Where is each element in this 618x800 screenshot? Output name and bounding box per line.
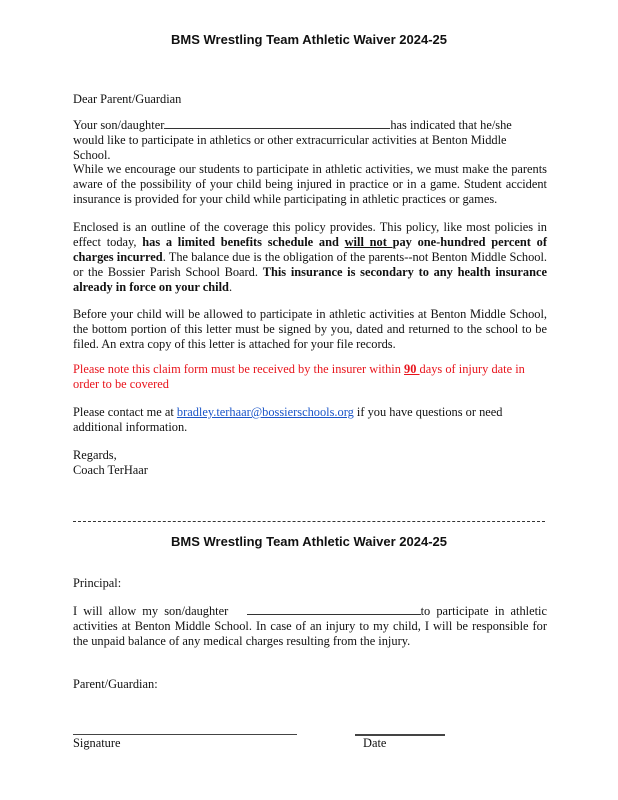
- signature-label: Signature: [73, 736, 121, 750]
- child-name-blank[interactable]: [164, 118, 390, 129]
- cut-line: [73, 521, 545, 522]
- claim-notice: [73, 362, 547, 392]
- coverage-text-2: . The balance due is the obligation of the parents--not Benton Middle School. or the Bossier Parish School Board.: [73, 250, 548, 279]
- intro-text-2: has indicated that he/she: [390, 118, 512, 132]
- coverage-period: .: [228, 280, 233, 294]
- notice-days: 90: [404, 362, 420, 376]
- coverage-secondary: This insurance is secondary to any health insurance already in force on your child: [73, 265, 547, 294]
- consent-text-2: to participate in athletic activities at Benton Middle School. In case of an injury to my child, I will be responsible for the unpaid balance of any medical charges resulting from the injury.: [73, 604, 547, 648]
- child-name-blank-2[interactable]: [247, 604, 421, 615]
- intro-text: Your son/daughter: [73, 118, 165, 132]
- parent-label: Parent/Guardian:: [73, 677, 158, 691]
- signature-instructions: Before your child will be allowed to participate in athletic activities at Benton Middle School, the bottom portion of this letter must be signed by you, dated and returned to the school to be filed. An extra copy of this letter is attached for your file records.: [73, 307, 547, 351]
- signer-name: Coach TerHaar: [73, 463, 148, 477]
- contact-paragraph: [73, 405, 547, 435]
- closing: Regards,: [73, 448, 117, 462]
- greeting: Dear Parent/Guardian: [73, 92, 182, 106]
- contact-text-2: if you have questions or need additional information.: [73, 405, 503, 434]
- consent-paragraph: [73, 604, 547, 649]
- coverage-will-not: will not: [344, 235, 393, 249]
- encouragement-paragraph: While we encourage our students to participate in athletic activities, we must make the parents aware of the possibility of your child being injured in practice or in a game. Student accident insurance is provided for your child while participating in athletic practices or games.: [73, 162, 547, 206]
- email-link[interactable]: bradley.terhaar@bossierschools.org: [176, 405, 354, 419]
- date-label: Date: [363, 736, 387, 750]
- intro-text-3: would like to participate in athletics or other extracurricular activities at Benton Middle School.: [73, 133, 507, 162]
- contact-text: Please contact me at: [73, 405, 177, 419]
- consent-text: I will allow my son/daughter: [73, 604, 229, 618]
- coverage-paragraph: [73, 220, 547, 295]
- coverage-bold: has a limited benefits schedule and: [142, 235, 345, 249]
- form-title: BMS Wrestling Team Athletic Waiver 2024-25: [171, 534, 447, 549]
- page-title: BMS Wrestling Team Athletic Waiver 2024-25: [171, 32, 447, 47]
- principal-label: Principal:: [73, 576, 122, 590]
- notice-text-2: days of injury date in order to be covered: [73, 362, 525, 391]
- notice-text: Please note this claim form must be received by the insurer within: [73, 362, 405, 376]
- coverage-bold-2: pay one-hundred percent of charges incurred: [73, 235, 547, 264]
- signature-line[interactable]: [73, 734, 297, 735]
- coverage-text: Enclosed is an outline of the coverage this policy provides. This policy, like most policies in effect today,: [73, 220, 547, 249]
- intro-paragraph: [73, 118, 547, 163]
